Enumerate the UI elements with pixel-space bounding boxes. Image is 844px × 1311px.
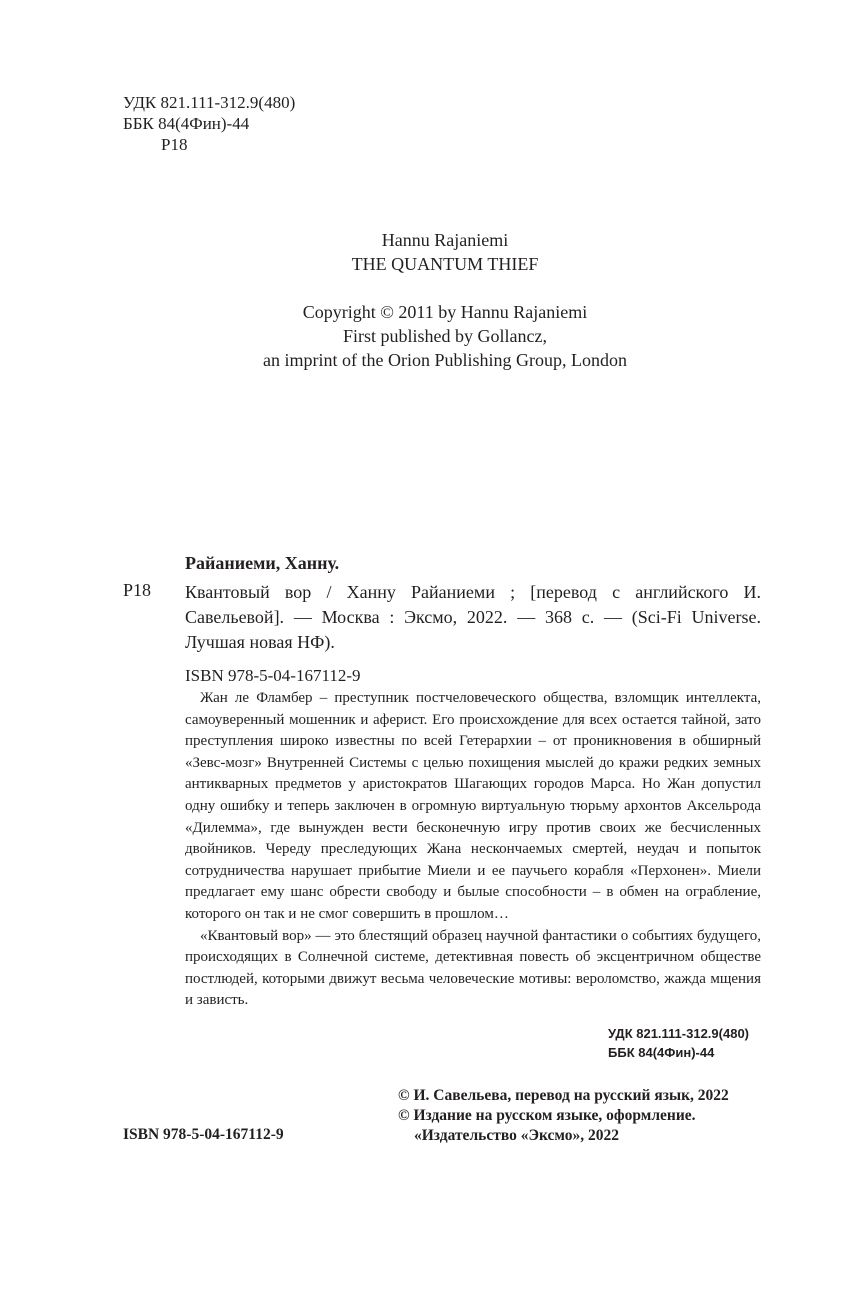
original-author: Hannu Rajaniemi — [381, 230, 509, 250]
catalog-code: Р18 — [123, 580, 152, 600]
udk-code: УДК 821.111-312.9(480) — [123, 93, 296, 112]
catalog-isbn: ISBN 978-5-04-167112-9 — [185, 666, 361, 685]
footer-classification-codes — [608, 1024, 749, 1062]
rights-line-1: © И. Савельева, перевод на русский язык, 2022 — [398, 1087, 729, 1104]
footer-bbk-code: ББК 84(4Фин)-44 — [608, 1045, 715, 1060]
copyright-line-2: First published by Gollancz, — [343, 326, 547, 346]
catalog-author-heading: Райаниеми, Ханну. — [185, 553, 340, 573]
footer-udk-code: УДК 821.111-312.9(480) — [608, 1026, 750, 1041]
author-mark: Р18 — [161, 135, 188, 154]
copyright-line-3: an imprint of the Orion Publishing Group, London — [263, 350, 627, 370]
annotation-paragraph-2: «Квантовый вор» — это блестящий образец научной фантастики о событиях будущего, происходящих в Солнечной системе, детективная повесть об эксцентричном обществе постлюдей, которыми движут весьма человеческие мотивы: вероломство, жажда мщения и зависть. — [185, 927, 761, 1009]
header-classification-codes — [123, 92, 295, 155]
rights-line-2: © Издание на русском языке, оформление. — [398, 1107, 696, 1124]
rights-notice — [398, 1086, 729, 1146]
bbk-code: ББК 84(4Фин)-44 — [123, 114, 250, 133]
annotation-paragraph-1: Жан ле Фламбер – преступник постчеловеческого общества, взломщик интеллекта, самоуверенный мошенник и аферист. Его происхождение для всех остается тайной, зато преступления широко известны по всей Гетерархии – от проникновения в обширный «Зевс-мозг» Внутренней Системы с целью похищения мыслей до кражи редких земных антикварных предметов у аристократов Шагающих городов Марса. Но Жан допустил одну ошибку и теперь заключен в огромную виртуальную тюрьму архонтов Аксельрода «Дилемма», где вынужден вести бесконечную игру против своих же бесчисленных двойников. Череду преследующих Жана нескончаемых смертей, неудач и попыток сотрудничества нарушает прибытие Миели и ее паучьего корабля «Перхонен». Миели предлагает ему шанс обрести свободу и былые способности – в обмен на ограбление, которого он так и не смог совершить в прошлом… — [185, 690, 761, 922]
rights-line-3: «Издательство «Эксмо», 2022 — [414, 1127, 620, 1144]
bibliographic-description: Квантовый вор / Ханну Райаниеми ; [перевод с английского И. Савельевой]. — Москва : Эксмо, 2022. — 368 с. — (Sci-Fi Universe. Лучшая новая НФ). — [185, 582, 761, 652]
copyright-line-1: Copyright © 2011 by Hannu Rajaniemi — [302, 302, 588, 322]
bottom-isbn: ISBN 978-5-04-167112-9 — [123, 1126, 284, 1143]
original-edition-info — [0, 228, 844, 276]
copyright-notice — [0, 300, 844, 372]
annotation — [185, 688, 761, 1012]
original-title: THE QUANTUM THIEF — [351, 254, 539, 274]
